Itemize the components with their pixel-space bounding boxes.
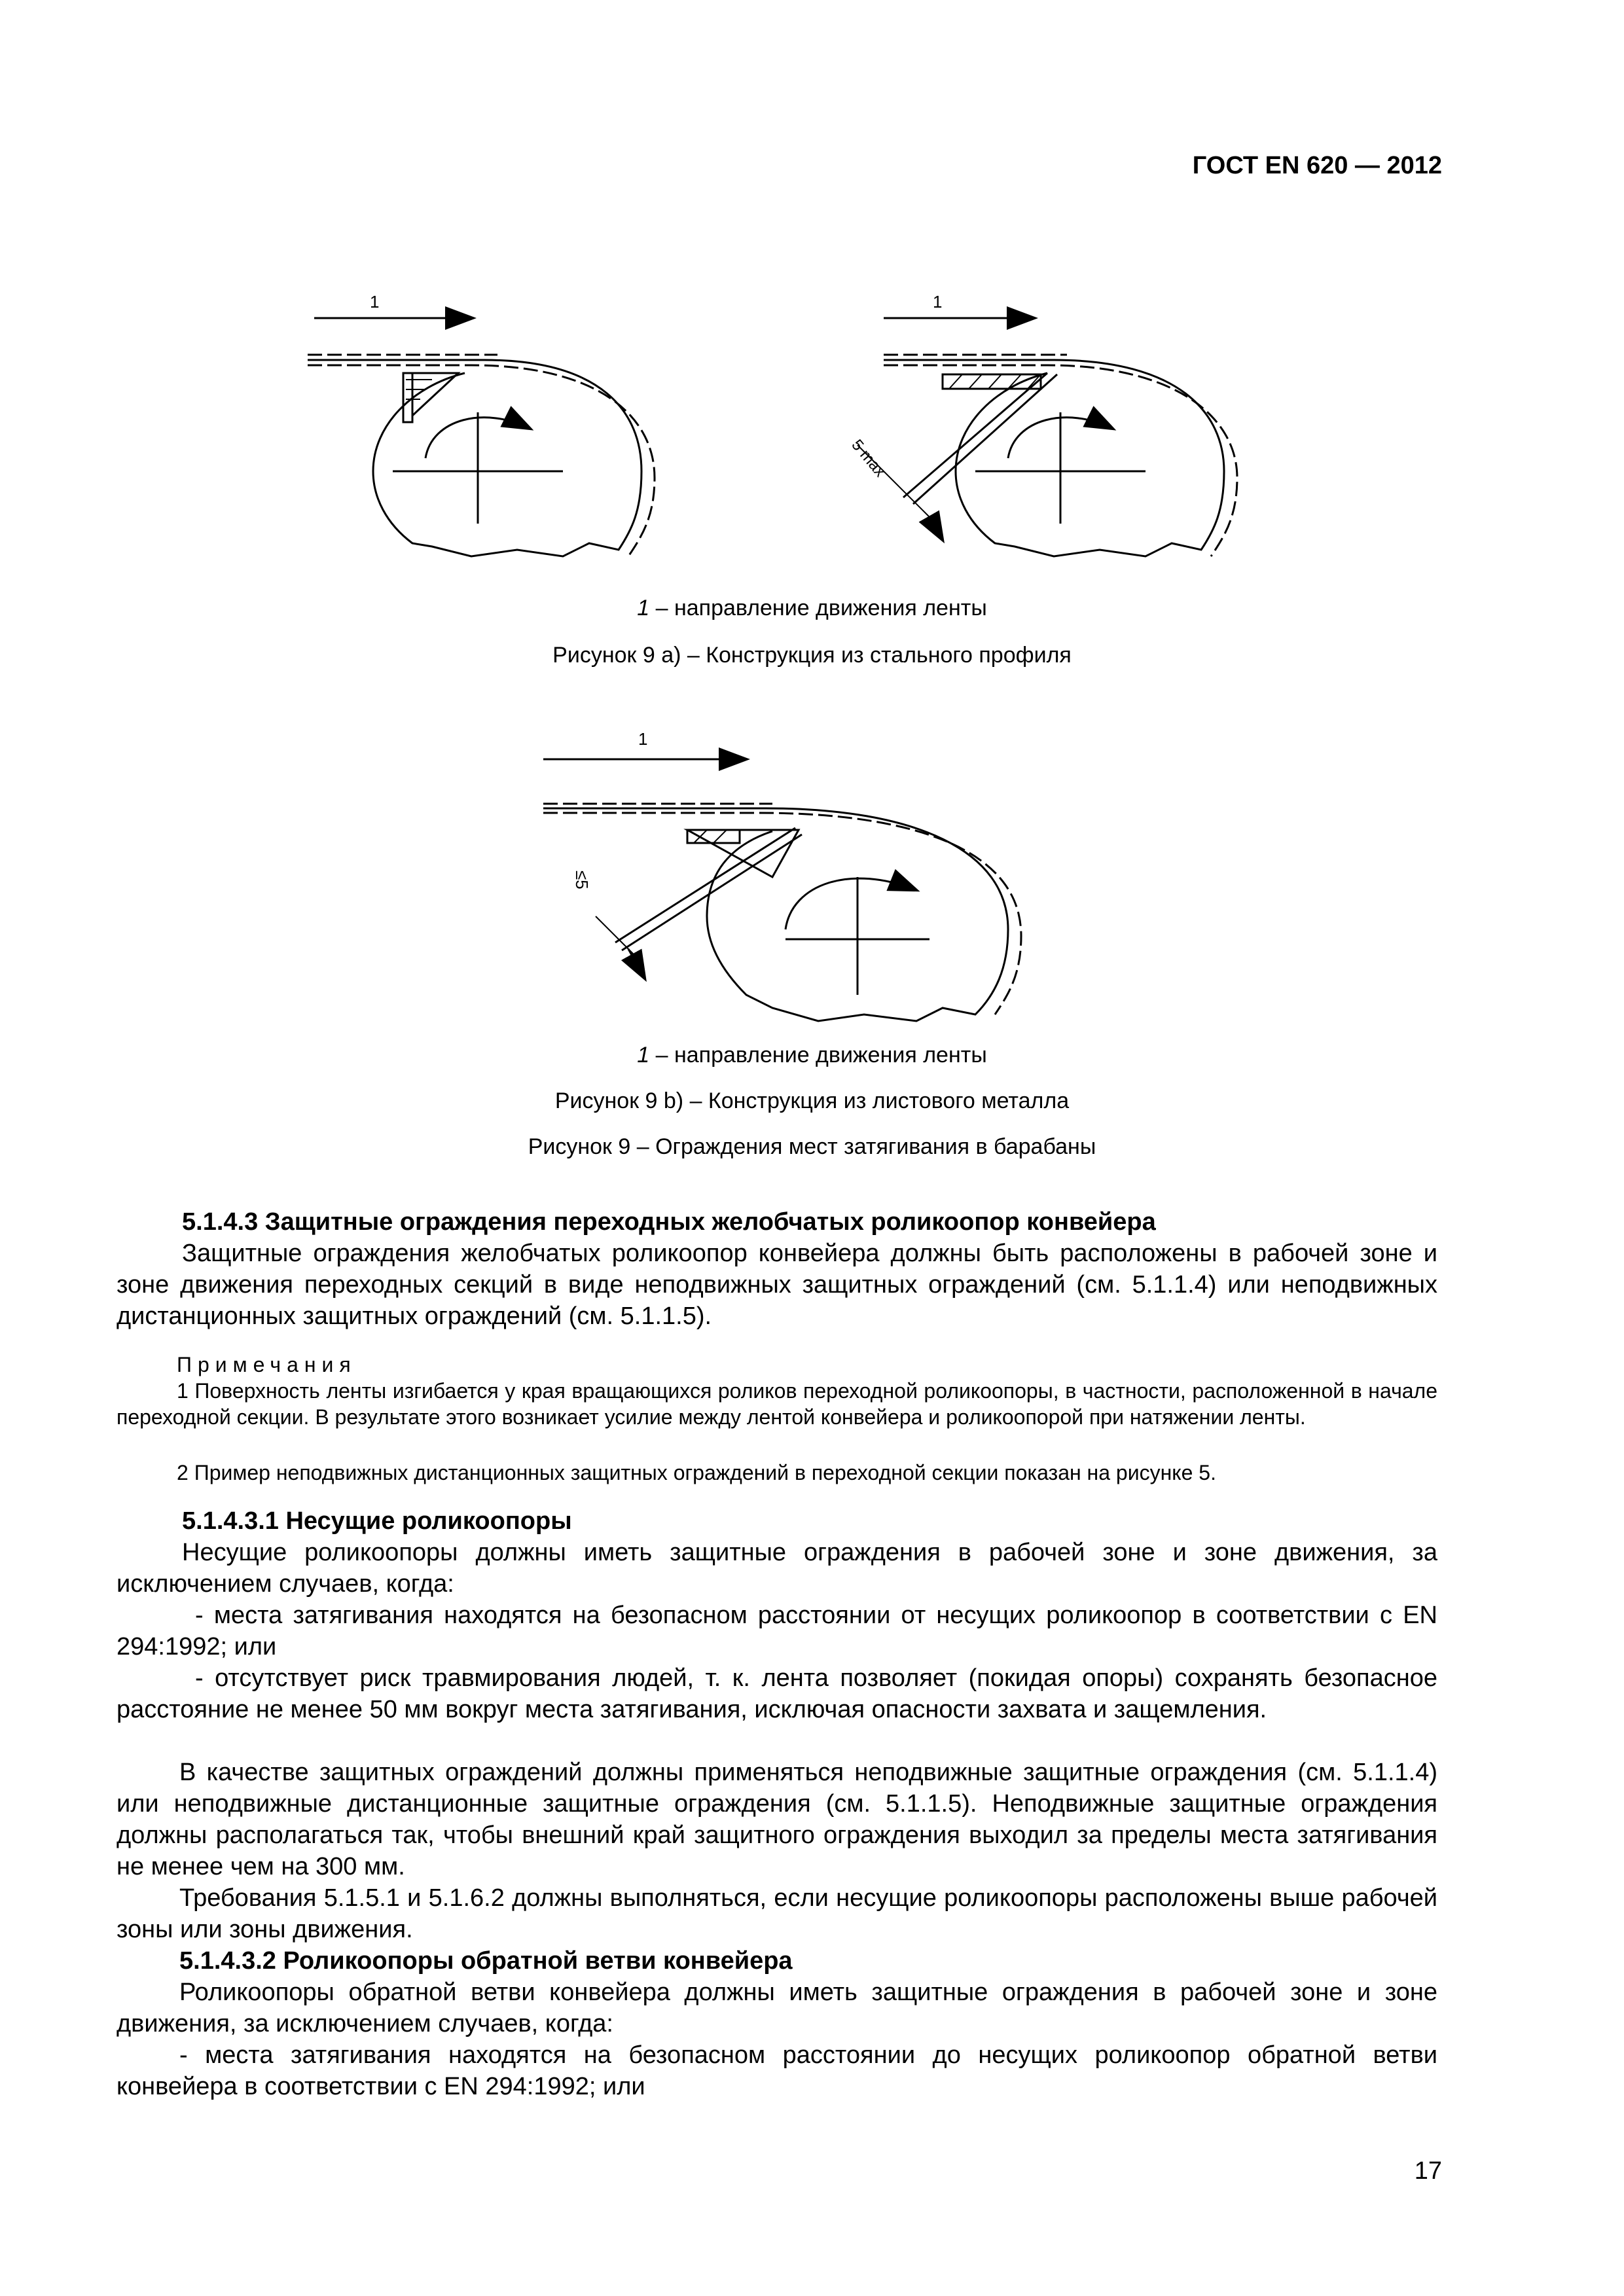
notes-title — [177, 1352, 1434, 1378]
figure-9a-dimension-label: 5 max — [848, 436, 890, 480]
section-5-1-4-3-1-item-1: - места затягивания находятся на безопасном расстоянии от несущих роликоопор в соответствии с EN 294:1992; или — [117, 1602, 1437, 1660]
figure-9a-legend-text: – направление движения ленты — [649, 596, 987, 620]
notes-title-text: Примечания — [177, 1353, 357, 1376]
figure-9-caption: Рисунок 9 – Ограждения мест затягивания в барабаны — [528, 1134, 1096, 1159]
figure-9a-left-arrow-label: 1 — [370, 292, 380, 312]
section-5-1-4-3-2-heading: 5.1.4.3.2 Роликоопоры обратной ветви конвейера — [179, 1947, 793, 1975]
figure-9b-caption: Рисунок 9 b) – Конструкция из листового металла — [554, 1088, 1070, 1113]
figure-9a-legend — [0, 596, 1624, 621]
figure-9a-right-drawing — [831, 281, 1290, 569]
page-number: 17 — [1414, 2157, 1442, 2185]
section-5-1-4-3-1-item-2: - отсутствует риск травмирования людей, т. к. лента позволяет (покидая опоры) сохранять безопасное расстояние не менее 50 мм вокруг места затягивания, исключая опасности захвата и защемления. — [117, 1664, 1437, 1723]
figure-9b-legend-text: – направление движения ленты — [649, 1043, 987, 1067]
section-5-1-4-3-2-paragraph-1: Роликоопоры обратной ветви конвейера должны иметь защитные ограждения в рабочей зоне и зоне движения, за исключением случаев, когда: — [117, 1979, 1437, 2037]
figure-9b-legend — [0, 1043, 1624, 1068]
figure-9b-dimension-label: ≤5 — [572, 870, 592, 889]
figure-9b-legend-number: 1 — [637, 1043, 650, 1067]
figure-9a-right-arrow-label: 1 — [933, 292, 943, 312]
section-5-1-4-3-2-item-1: - места затягивания находятся на безопасном расстоянии до несущих роликоопор обратной ветви конвейера в соответствии с EN 294:1992; или — [117, 2041, 1437, 2100]
figure-9b-drawing — [524, 720, 1047, 1034]
section-5-1-4-3-heading: 5.1.4.3 Защитные ограждения переходных желобчатых роликоопор конвейера — [182, 1208, 1156, 1236]
section-5-1-4-3-1-paragraph-1: Несущие роликоопоры должны иметь защитные ограждения в рабочей зоне и зоне движения, за исключением случаев, когда: — [117, 1539, 1437, 1598]
section-5-1-4-3-1-paragraph-3: Требования 5.1.5.1 и 5.1.6.2 должны выполняться, если несущие роликоопоры расположены выше рабочей зоны или зоны движения. — [117, 1884, 1437, 1943]
figure-9a-caption: Рисунок 9 а) – Конструкция из стального профиля — [552, 643, 1072, 668]
section-5-1-4-3-1-heading: 5.1.4.3.1 Несущие роликоопоры — [182, 1507, 572, 1535]
note-2: 2 Пример неподвижных дистанционных защитных ограждений в переходной секции показан на рисунке 5. — [177, 1461, 1216, 1484]
note-1: 1 Поверхность ленты изгибается у края вращающихся роликов переходной роликоопоры, в частности, расположенной в начале переходной секции. В результате этого возникает усилие между лентой конвейера и роликоопорой при натяжении ленты. — [117, 1379, 1437, 1429]
figure-9b-arrow-label: 1 — [638, 729, 648, 749]
figure-9a-left-drawing — [301, 281, 707, 569]
section-5-1-4-3-paragraph: Защитные ограждения желобчатых роликоопор конвейера должны быть расположены в рабочей зоне и зоне движения переходных секций в виде неподвижных защитных ограждений (см. 5.1.1.4) или неподвижных дистанционных защитных ограждений (см. 5.1.1.5). — [117, 1240, 1437, 1330]
section-5-1-4-3-1-paragraph-2: В качестве защитных ограждений должны применяться неподвижные защитные ограждения (см. 5.1.1.4) или неподвижные дистанционные защитные ограждения (см. 5.1.1.5). Неподвижные защитные ограждения должны располагаться так, чтобы внешний край защитного ограждения выходил за пределы места затягивания не менее чем на 300 мм. — [117, 1759, 1437, 1880]
document-header: ГОСТ EN 620 — 2012 — [1192, 152, 1442, 179]
figure-9a-legend-number: 1 — [637, 596, 650, 620]
